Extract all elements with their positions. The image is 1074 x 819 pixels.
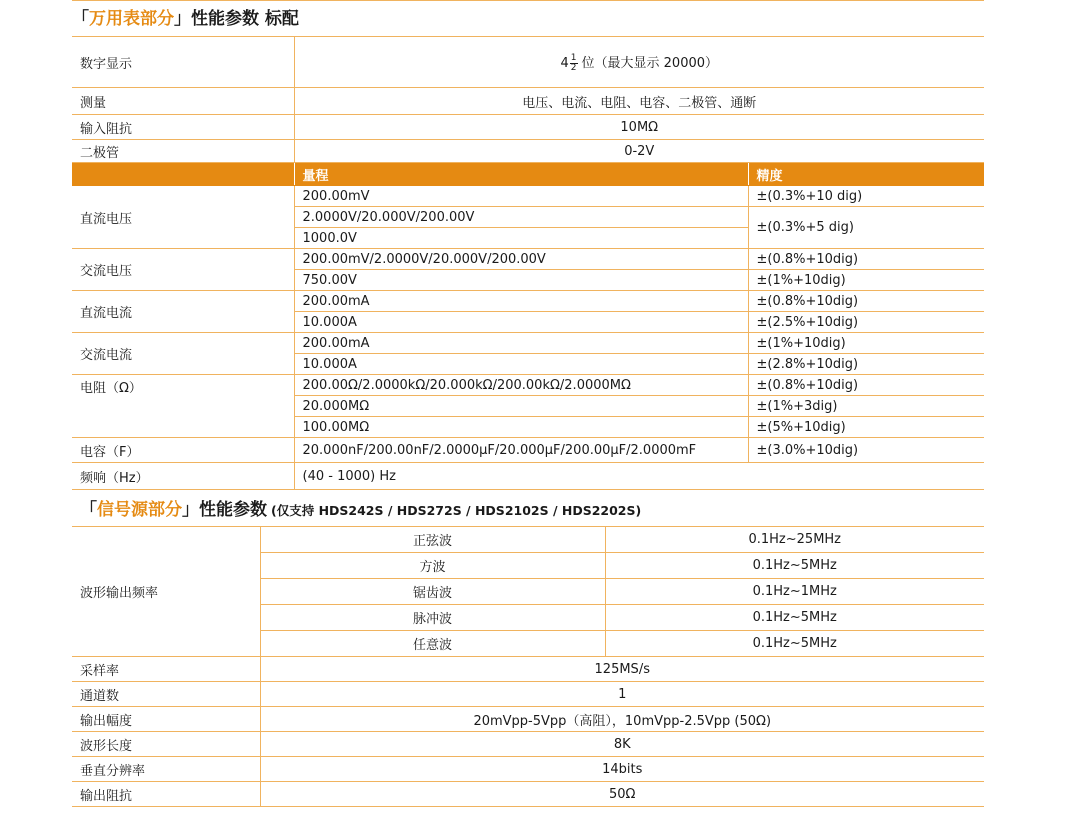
row-value: 10MΩ [294,115,984,140]
table-row [72,782,984,807]
row-label: 测量 [72,88,294,115]
range-cell: 200.00mV/2.0000V/20.000V/200.00V [294,249,748,270]
row-value: 14bits [260,757,984,782]
accuracy-cell: ±(1%+3dig) [748,396,984,417]
fraction-num: 1 [570,52,577,63]
dmm-title-highlight: 万用表部分 [89,9,174,29]
accuracy-cell: ±(0.3%+5 dig) [748,207,984,249]
row-value: 0-2V [294,140,984,163]
header-blank [72,163,294,186]
table-row [72,682,984,707]
display-digits: 4 [560,55,569,71]
row-label: 通道数 [72,682,260,707]
freq-value: (40 - 1000) Hz [294,463,984,490]
gen-title-rest: 性能参数 [199,500,267,520]
range-cell: 10.000A [294,354,748,375]
gen-title-subtitle: (仅支持 HDS242S / HDS272S / HDS2102S / HDS2202S) [271,503,642,518]
bracket-open: 「 [72,9,89,29]
wave-freq-label: 波形输出频率 [72,527,260,657]
range-cell: 2.0000V/20.000V/200.00V [294,207,748,228]
wave-range: 0.1Hz~5MHz [605,631,984,657]
row-value: 125MS/s [260,657,984,682]
row-label: 数字显示 [72,37,294,88]
aca-label: 交流电流 [72,333,294,375]
table-row [72,657,984,682]
wave-range: 0.1Hz~5MHz [605,553,984,579]
wave-name: 任意波 [260,631,605,657]
range-header-row [72,163,984,186]
table-row [72,732,984,757]
accuracy-cell: ±(5%+10dig) [748,417,984,438]
table-row [72,291,984,312]
row-value: 1 [260,682,984,707]
range-cell: 200.00mV [294,186,748,207]
fraction [570,54,578,73]
wave-range: 0.1Hz~25MHz [605,527,984,553]
range-cell: 10.000A [294,312,748,333]
range-cell: 200.00mA [294,291,748,312]
bracket-close: 」 [182,500,199,520]
wave-range: 0.1Hz~5MHz [605,605,984,631]
cap-label: 电容（F） [72,438,294,463]
header-range: 量程 [294,163,748,186]
accuracy-cell: ±(2.8%+10dig) [748,354,984,375]
table-row [72,88,984,115]
accuracy-cell: ±(2.5%+10dig) [748,312,984,333]
wave-name: 正弦波 [260,527,605,553]
wave-range: 0.1Hz~1MHz [605,579,984,605]
table-row [72,527,984,553]
top-rule [72,0,984,1]
wave-name: 锯齿波 [260,579,605,605]
accuracy-cell: ±(0.8%+10dig) [748,375,984,396]
accuracy-cell: ±(1%+10dig) [748,270,984,291]
gen-title-highlight: 信号源部分 [97,500,182,520]
dmm-section-title [72,6,299,32]
range-cell: 20.000MΩ [294,396,748,417]
wave-name: 脉冲波 [260,605,605,631]
row-label: 输出幅度 [72,707,260,732]
fraction-den: 2 [570,62,577,73]
table-row [72,186,984,207]
row-label: 输出阻抗 [72,782,260,807]
dcv-label: 直流电压 [72,186,294,249]
range-cell: 200.00mA [294,333,748,354]
row-value: 8K [260,732,984,757]
range-cell: 200.00Ω/2.0000kΩ/20.000kΩ/200.00kΩ/2.0000MΩ [294,375,748,396]
row-value: 电压、电流、电阻、电容、二极管、通断 [294,88,984,115]
bracket-close: 」 [174,9,191,29]
display-rest: 位（最大显示 20000） [581,55,719,71]
table-row [72,757,984,782]
row-label: 波形长度 [72,732,260,757]
gen-spec-table [72,526,984,807]
accuracy-cell: ±(0.8%+10dig) [748,249,984,270]
acv-label: 交流电压 [72,249,294,291]
gen-section-title [80,497,641,523]
table-row [72,438,984,463]
table-row [72,463,984,490]
row-label: 垂直分辨率 [72,757,260,782]
row-label: 输入阻抗 [72,115,294,140]
table-row [72,375,984,396]
accuracy-cell: ±(0.3%+10 dig) [748,186,984,207]
range-cell: 100.00MΩ [294,417,748,438]
res-label: 电阻（Ω） [72,375,294,438]
bracket-open: 「 [80,500,97,520]
dca-label: 直流电流 [72,291,294,333]
table-row [72,249,984,270]
range-cell: 1000.0V [294,228,748,249]
accuracy-cell: ±(1%+10dig) [748,333,984,354]
table-row [72,115,984,140]
row-value: 50Ω [260,782,984,807]
range-cell: 20.000nF/200.00nF/2.0000μF/20.000μF/200.00μF/2.0000mF [294,438,748,463]
wave-name: 方波 [260,553,605,579]
range-cell: 750.00V [294,270,748,291]
table-row [72,707,984,732]
row-value: 20mVpp-5Vpp（高阻），10mVpp-2.5Vpp (50Ω) [260,707,984,732]
accuracy-cell: ±(0.8%+10dig) [748,291,984,312]
accuracy-cell: ±(3.0%+10dig) [748,438,984,463]
display-value [294,37,984,88]
dmm-spec-table [72,36,984,490]
table-row [72,140,984,163]
header-accuracy: 精度 [748,163,984,186]
row-label: 二极管 [72,140,294,163]
dmm-title-rest: 性能参数 标配 [191,9,299,29]
table-row [72,37,984,88]
table-row [72,333,984,354]
freq-label: 频响（Hz） [72,463,294,490]
row-label: 采样率 [72,657,260,682]
